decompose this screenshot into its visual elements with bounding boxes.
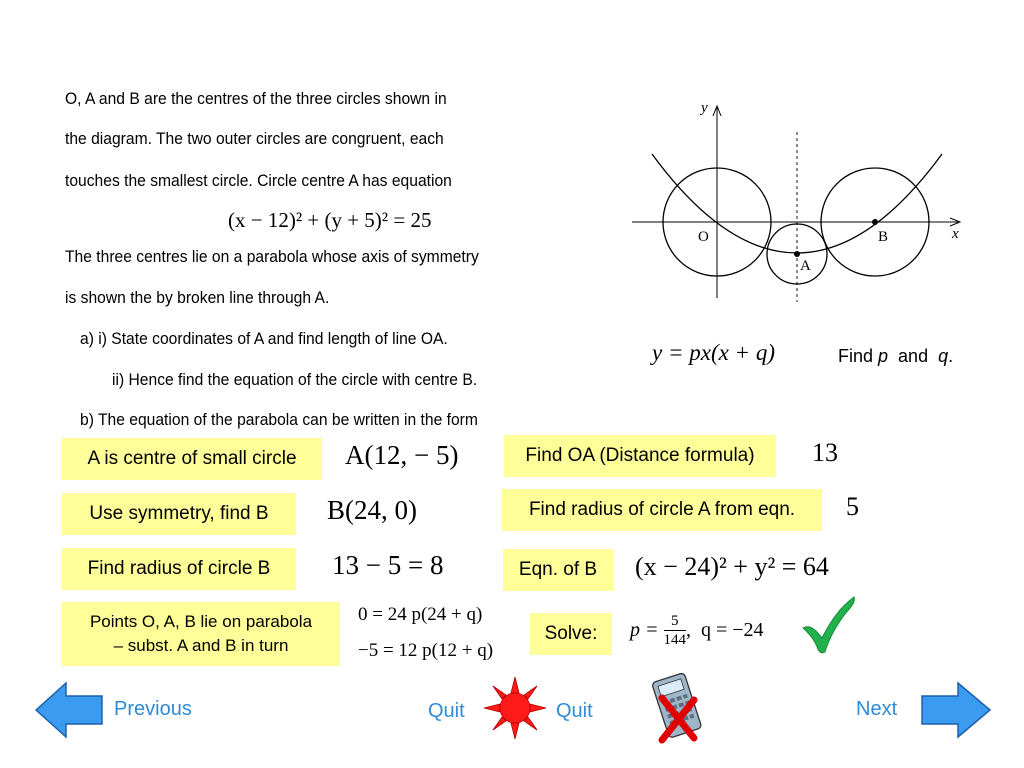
question-a-ii: ii) Hence find the equation of the circle with centre B. bbox=[112, 370, 478, 389]
step-solve-button[interactable] bbox=[530, 613, 612, 655]
step-radius-b-label: Find radius of circle B bbox=[87, 558, 271, 579]
step-radius-b-answer: 13 − 5 = 8 bbox=[332, 550, 444, 580]
problem-line-1: O, A and B are the centres of the three circles shown in bbox=[65, 89, 447, 108]
step-parabola-eq-2: −5 = 12 p(12 + q) bbox=[358, 640, 494, 661]
problem-line-2: the diagram. The two outer circles are congruent, each bbox=[65, 129, 444, 148]
solve-fraction: $\frac{5}{144}$ bbox=[663, 613, 686, 648]
step-symmetry-b-label: Use symmetry, find B bbox=[89, 503, 269, 524]
step-solve-label: Solve: bbox=[544, 623, 598, 644]
problem-line-5: is shown the by broken line through A. bbox=[65, 288, 330, 307]
next-arrow-icon[interactable] bbox=[920, 681, 992, 739]
step-parabola-subst-line-1: Points O, A, B lie on parabola bbox=[89, 612, 313, 631]
step-radius-a-answer: 5 bbox=[846, 492, 859, 521]
circles-diagram bbox=[620, 92, 970, 307]
step-find-oa-answer: 13 bbox=[812, 438, 838, 467]
label-o: O bbox=[698, 229, 709, 245]
step-parabola-subst-button[interactable] bbox=[62, 602, 340, 666]
solve-q: , q = −24 bbox=[686, 619, 764, 641]
question-a-i: a) i) State coordinates of A and find length of line OA. bbox=[80, 329, 448, 348]
step-centre-a-button[interactable] bbox=[62, 438, 322, 480]
point-b bbox=[872, 219, 878, 225]
step-parabola-eq-1: 0 = 24 p(24 + q) bbox=[358, 604, 483, 625]
step-symmetry-b-answer: B(24, 0) bbox=[327, 495, 417, 525]
find-p-and-q: Find p and q. bbox=[838, 346, 954, 366]
step-eqn-b-button[interactable] bbox=[503, 549, 613, 591]
point-a bbox=[794, 251, 800, 257]
previous-link[interactable]: Previous bbox=[114, 698, 192, 720]
step-solve-answer bbox=[630, 612, 764, 649]
step-find-oa-label: Find OA (Distance formula) bbox=[525, 445, 755, 466]
problem-line-3: touches the smallest circle. Circle centre A has equation bbox=[65, 171, 452, 190]
y-axis-label: y bbox=[701, 100, 708, 116]
step-find-oa-button[interactable] bbox=[504, 435, 776, 477]
solve-p: p = bbox=[630, 619, 664, 641]
x-axis-label: x bbox=[952, 226, 959, 242]
check-mark-icon bbox=[798, 594, 860, 656]
previous-arrow-icon[interactable] bbox=[34, 681, 104, 739]
quit-link-right[interactable]: Quit bbox=[556, 700, 593, 722]
step-eqn-b-label: Eqn. of B bbox=[518, 559, 598, 580]
next-link[interactable]: Next bbox=[856, 698, 898, 720]
step-radius-a-button[interactable] bbox=[502, 489, 822, 531]
label-b: B bbox=[878, 229, 889, 245]
no-calculator-icon bbox=[648, 668, 708, 746]
question-b: b) The equation of the parabola can be written in the form bbox=[80, 410, 478, 429]
step-symmetry-b-button[interactable] bbox=[62, 493, 296, 535]
label-a: A bbox=[800, 258, 811, 274]
quit-link-left[interactable]: Quit bbox=[428, 700, 465, 722]
quit-sun-icon[interactable] bbox=[482, 675, 548, 741]
step-parabola-subst-line-2: – subst. A and B in turn bbox=[113, 636, 289, 655]
problem-line-4: The three centres lie on a parabola whose axis of symmetry bbox=[65, 247, 479, 266]
parabola-form: y = px(x + q) bbox=[652, 340, 775, 365]
circle-a-equation: (x − 12)² + (y + 5)² = 25 bbox=[228, 208, 432, 232]
step-radius-b-button[interactable] bbox=[62, 548, 296, 590]
step-centre-a-label: A is centre of small circle bbox=[87, 448, 297, 469]
step-radius-a-label: Find radius of circle A from eqn. bbox=[528, 499, 796, 520]
step-centre-a-answer: A(12, − 5) bbox=[345, 440, 459, 470]
step-eqn-b-answer: (x − 24)² + y² = 64 bbox=[635, 552, 829, 581]
